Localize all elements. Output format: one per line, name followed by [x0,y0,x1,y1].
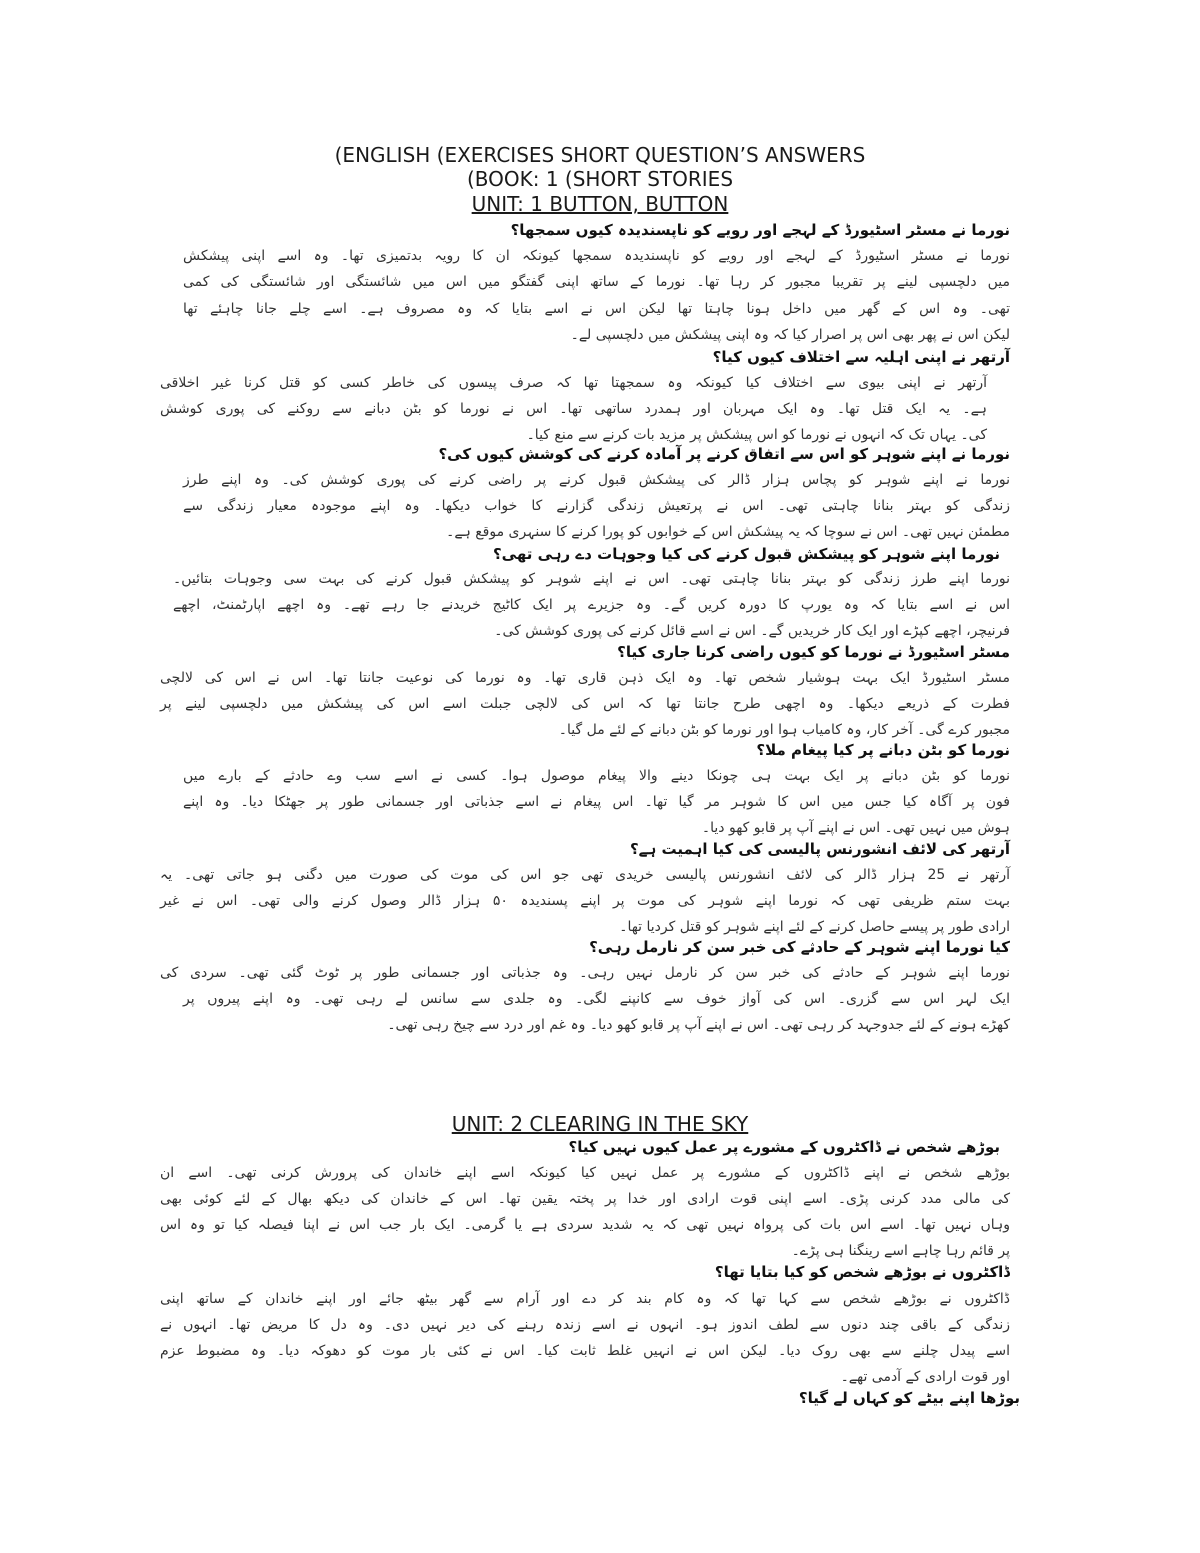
unit-2-answer-1-line-4: پر قائم رہا چاہے اسے رینگنا ہی پڑے۔ [791,1243,1010,1259]
unit-1-answer-4-line-3: فرنیچر، اچھے کپڑے اور ایک کار خریدیں گے۔ اس نے اسے قائل کرنے کی پوری کوشش کی۔ [494,623,1010,639]
unit-2-heading: UNIT: 2 CLEARING IN THE SKY [451,1112,749,1136]
unit-1-answer-3-line-3: مطمئن نہیں تھی۔ اس نے سوچا کہ یہ پیشکش اس کے خوابوں کو پورا کرنے کا سنہری موقع ہے۔ [446,524,1010,540]
unit-2-answer-2-line-1: ڈاکٹروں نے بوڑھے شخص سے کہا تھا کہ وہ کام بند کر دے اور آرام سے گھر بیٹھ جائے اور اپنے خاندان کے ساتھ اپنی [160,1291,1010,1307]
unit-1-answer-5-line-1: مسٹر اسٹیورڈ ایک بہت ہوشیار شخص تھا۔ وہ ایک ذہن قاری تھا۔ وہ نورما کی نوعیت جانتا تھا۔ اس نے اس کی لالچی [160,670,1010,686]
unit-1-question-2: آرتھر نے اپنی اہلیہ سے اختلاف کیوں کیا؟ [712,348,1010,366]
unit-2-answer-1-line-3: وہاں نہیں تھا۔ اسے اس بات کی پرواہ نہیں تھی کہ یہ شدید سردی ہے یا گرمی۔ ایک بار جب اس نے اپنا فیصلہ کیا تو وہ اس [160,1217,1010,1233]
unit-1-answer-4-line-1: نورما اپنے طرز زندگی کو بہتر بنانا چاہتی تھی۔ اس نے اپنے شوہر کو پیشکش قبول کرنے کی بہت سی وجوہات بتائیں۔ [173,571,1010,587]
unit-1-question-4: نورما اپنے شوہر کو پیشکش قبول کرنے کی کیا وجوہات دے رہی تھی؟ [492,545,1000,563]
unit-1-answer-7-line-3: ارادی طور پر پیسے حاصل کرنے کے لئے اپنے شوہر کو قتل کردیا تھا۔ [619,919,1010,935]
unit-2-question-2: ڈاکٹروں نے بوڑھے شخص کو کیا بتایا تھا؟ [714,1263,1010,1281]
unit-2-answer-2-line-4: اور قوت ارادی کے آدمی تھے۔ [840,1369,1010,1385]
unit-1-answer-8-line-1: نورما اپنے شوہر کے حادثے کی خبر سن کر نارمل نہیں رہی۔ وہ جذباتی اور جسمانی طور پر ٹوٹ گئی تھی۔ سردی کی [160,965,1010,981]
unit-1-question-8: کیا نورما اپنے شوہر کے حادثے کی خبر سن کر نارمل رہی؟ [589,938,1010,956]
unit-1-heading: UNIT: 1 BUTTON, BUTTON [471,192,729,216]
unit-1-answer-6-line-2: فون پر آگاہ کیا جس میں اس کا شوہر مر گیا تھا۔ اس پیغام نے اسے جذباتی اور جسمانی طور پر جھٹکا دیا۔ وہ اپنے [183,794,1010,810]
unit-1-answer-1-line-4: لیکن اس نے پھر بھی اس پر اصرار کیا کہ وہ اپنی پیشکش میں دلچسپی لے۔ [570,327,1010,343]
unit-1-answer-8-line-3: کھڑے ہونے کے لئے جدوجہد کر رہی تھی۔ اس نے اپنے آپ پر قابو کھو دیا۔ وہ غم اور درد سے چیخ رہی تھی۔ [387,1017,1010,1033]
unit-2-question-1: بوڑھے شخص نے ڈاکٹروں کے مشورے پر عمل کیوں نہیں کیا؟ [568,1138,1000,1156]
unit-2-answer-1-line-2: کی مالی مدد کرنی پڑی۔ اسے اپنی قوت ارادی اور خدا پر پختہ یقین تھا۔ اس کے خاندان کی دیکھ بھال کے لئے کوئی بھی [160,1191,1010,1207]
unit-2-answer-1-line-1: بوڑھے شخص نے اپنے ڈاکٹروں کے مشورے پر عمل نہیں کیا کیونکہ اسے اپنے خاندان کی پرورش کرنی تھی۔ اسے ان [160,1165,1010,1181]
unit-1-question-6: نورما کو بٹن دبانے پر کیا پیغام ملا؟ [756,741,1010,759]
unit-1-answer-2-line-1: آرتھر نے اپنی بیوی سے اختلاف کیا کیونکہ وہ سمجھتا تھا کہ صرف پیسوں کی خاطر کسی کو قتل کرنا غیر اخلاقی [160,375,987,391]
unit-2-answer-2-line-2: زندگی کے باقی چند دنوں سے لطف اندوز ہو۔ انہوں نے اسے زندہ رہنے کی دیر نہیں دی۔ وہ دل کا مریض تھا۔ انہوں نے [160,1317,1010,1333]
unit-1-question-3: نورما نے اپنے شوہر کو اس سے اتفاق کرنے پر آمادہ کرنے کی کوشش کیوں کی؟ [438,445,1010,463]
unit-1-answer-5-line-3: مجبور کرے گی۔ آخر کار، وہ کامیاب ہوا اور نورما کو بٹن دبانے کے لئے مل گیا۔ [558,722,1010,738]
unit-1-answer-1-line-2: میں دلچسپی لینے پر تقریبا مجبور کر رہا تھا۔ نورما کے ساتھ اپنی گفتگو میں اس میں شائستگی اور شائستگی کی کمی [183,274,1010,290]
unit-1-answer-1-line-3: تھی۔ وہ اس کے گھر میں داخل ہونا چاہتا تھا لیکن اس نے اسے بتایا کہ وہ مصروف ہے۔ اسے چلے جانا چاہئے تھا [183,301,1010,317]
unit-1-answer-4-line-2: اس نے اسے بتایا کہ وہ یورپ کا دورہ کریں گے۔ وہ جزیرے پر ایک کاٹیج خریدنے جا رہے تھے۔ وہ اچھے اپارٹمنٹ، اچھے [173,597,1010,613]
unit-1-question-5: مسٹر اسٹیورڈ نے نورما کو کیوں راضی کرنا جاری کیا؟ [617,643,1010,661]
unit-1-answer-2-line-2: ہے۔ یہ ایک قتل تھا۔ وہ ایک مہربان اور ہمدرد ساتھی تھا۔ اس نے نورما کو بٹن دبانے سے روکنے کی پوری کوشش [160,401,987,417]
unit-1-answer-6-line-3: ہوش میں نہیں تھی۔ اس نے اپنے آپ پر قابو کھو دیا۔ [701,820,1010,836]
unit-1-answer-6-line-1: نورما کو بٹن دبانے پر ایک بہت ہی چونکا دینے والا پیغام موصول ہوا۔ کسی نے اسے سب وے حادثے کے بارے میں [183,768,1010,784]
unit-1-answer-3-line-1: نورما نے اپنے شوہر کو پچاس ہزار ڈالر کی پیشکش قبول کرنے پر راضی کرنے کی پوری کوشش کی۔ وہ اپنے طرز [183,472,1010,488]
unit-2-answer-2-line-3: اسے پیدل چلنے سے بھی روک دیا۔ لیکن اس نے انہیں غلط ثابت کیا۔ اس نے کئی بار موت کو دھوکہ دیا۔ وہ مضبوط عزم [160,1343,1010,1359]
unit-1-answer-7-line-1: آرتھر نے 25 ہزار ڈالر کی لائف انشورنس پالیسی خریدی تھی جو اس کی موت کی صورت میں دگنی ہو جاتی تھی۔ یہ [160,867,1010,883]
unit-1-question-1: نورما نے مسٹر اسٹیورڈ کے لہجے اور رویے کو ناپسندیدہ کیوں سمجھا؟ [510,221,1010,239]
document-title-line-2: (BOOK: 1 (SHORT STORIES [466,167,734,191]
unit-2-question-3: بوڑھا اپنے بیٹے کو کہاں لے گیا؟ [798,1389,1020,1407]
unit-1-answer-1-line-1: نورما نے مسٹر اسٹیورڈ کے لہجے اور رویے کو ناپسندیدہ سمجھا کیونکہ ان کا رویہ بدتمیزی تھا۔ وہ اسے اپنی پیشکش [183,248,1010,264]
unit-1-answer-5-line-2: فطرت کے ذریعے دیکھا۔ وہ اچھی طرح جانتا تھا کہ اس کی لالچی جبلت اسے اس کی پیشکش میں دلچسپی لینے پر [160,696,1010,712]
unit-1-answer-7-line-2: بہت ستم ظریفی تھی کہ نورما اپنے شوہر کی موت پر اپنے پسندیدہ ۵۰ ہزار ڈالر وصول کرنے والی تھی۔ اس نے غیر [160,893,1010,909]
unit-1-answer-8-line-2: ایک لہر اس سے گزری۔ اس کی آواز خوف سے کانپنے لگی۔ وہ جلدی سے سانس لے رہی تھی۔ وہ اپنے پیروں پر [183,991,1010,1007]
unit-1-answer-2-line-3: کی۔ یہاں تک کہ انہوں نے نورما کو اس پیشکش پر مزید بات کرنے سے منع کیا۔ [526,427,987,443]
unit-1-question-7: آرتھر کی لائف انشورنس پالیسی کی کیا اہمیت ہے؟ [629,840,1010,858]
document-title-line-1: (ENGLISH (EXERCISES SHORT QUESTION’S ANSWERS [334,143,866,167]
unit-1-answer-3-line-2: زندگی کو بہتر بنانا چاہتی تھی۔ اس نے پرتعیش زندگی گزارنے کا خواب دیکھا۔ وہ اپنے موجودہ معیار زندگی سے [183,498,1010,514]
